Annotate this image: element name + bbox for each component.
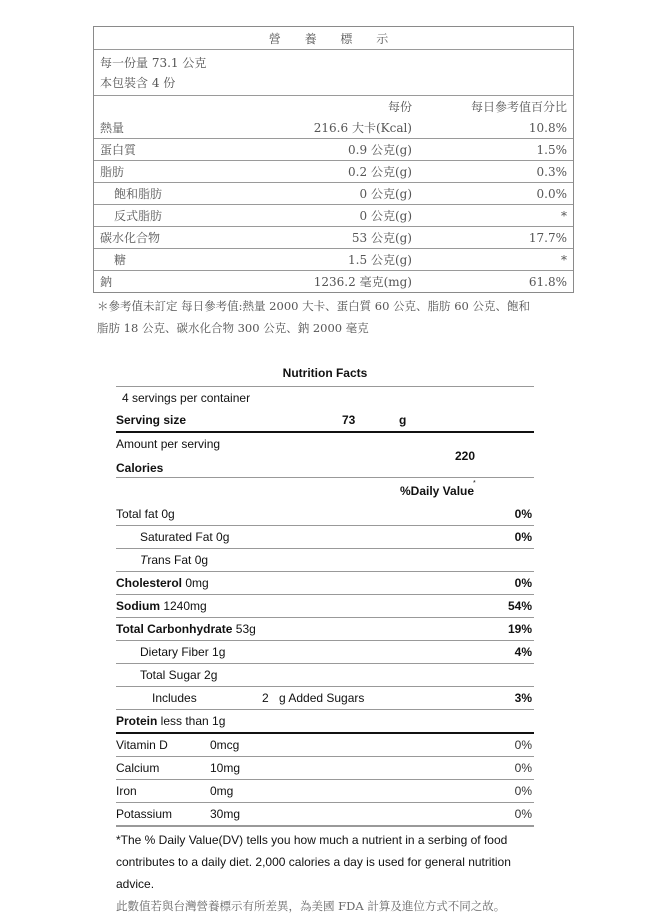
vitamin-amount: 30mg <box>210 807 241 821</box>
dv-star: * <box>473 480 476 487</box>
vitamin-amount: 10mg <box>210 761 241 775</box>
vitamin-dv: 0% <box>514 807 532 821</box>
vitamin-label: Calcium <box>116 761 160 775</box>
tw-footnote-line: ＊參考值未訂定 每日參考值:熱量 2000 大卡、蛋白質 60 公克、脂肪 60 公克、飽和 <box>97 299 530 313</box>
tw-row <box>94 248 573 270</box>
tw-row <box>94 226 573 248</box>
vitamin-dv: 0% <box>514 738 532 752</box>
tw-dv: 0.0% <box>536 186 567 201</box>
nutrient-amount: 1240mg <box>160 599 207 613</box>
us-vitamin-row <box>116 802 534 825</box>
us-row <box>116 663 534 686</box>
us-row <box>116 617 534 640</box>
vitamin-amount: 0mcg <box>210 738 240 752</box>
us-calories-row <box>116 431 534 477</box>
tw-row <box>94 182 573 204</box>
us-row <box>116 503 534 525</box>
nutrient-amount: 53g <box>232 622 256 636</box>
tw-dv: 1.5% <box>536 142 567 157</box>
vitamin-dv: 0% <box>514 761 532 775</box>
tw-amount: 0.9 公克(g) <box>348 143 412 157</box>
tw-header-per: 每份 <box>387 100 412 114</box>
vitamin-amount: 0mg <box>210 784 234 798</box>
tw-nutrition-table <box>93 26 574 293</box>
nutrient-amount: 0mg <box>182 576 209 590</box>
nutrient-label: Sodium <box>116 599 160 613</box>
tw-nutrient: 蛋白質 <box>100 143 137 157</box>
nutrient-amount: less than 1g <box>157 714 226 728</box>
us-vitamin-row <box>116 756 534 779</box>
tw-row <box>94 204 573 226</box>
tw-nutrient: 碳水化合物 <box>100 231 161 245</box>
vitamin-label: Potassium <box>116 807 173 821</box>
nutrient-dv: 0% <box>514 576 532 590</box>
tw-nutrient: 反式脂肪 <box>114 209 163 223</box>
nutrient-label: Protein <box>116 714 158 728</box>
nutrient-label: Total fat 0g <box>116 507 175 521</box>
us-vitamin-row <box>116 779 534 802</box>
added-sugar-unit: g Added Sugars <box>279 691 365 705</box>
tw-dv: 0.3% <box>536 164 567 179</box>
vitamin-dv: 0% <box>514 784 532 798</box>
nutrient-label: Saturated Fat 0g <box>140 530 230 544</box>
us-servings: 4 servings per container <box>116 386 534 409</box>
tw-title: 營 養 標 示 <box>268 31 399 46</box>
nutrient-dv: 54% <box>507 599 532 613</box>
us-footnote-line: contributes to a daily diet. 2,000 calories a day is used for general nutrition <box>116 855 511 869</box>
tw-amount: 53 公克(g) <box>351 231 412 245</box>
tw-dv: 61.8% <box>528 274 567 289</box>
tw-amount: 0 公克(g) <box>359 209 412 223</box>
us-footnote-line: advice. <box>116 877 155 891</box>
us-title: Nutrition Facts <box>282 366 368 380</box>
tw-dv: 17.7% <box>528 230 567 245</box>
tw-dv: 10.8% <box>528 120 567 135</box>
tw-amount: 0 公克(g) <box>359 187 412 201</box>
amount-per-serving: Amount per serving <box>116 437 221 451</box>
tw-header-dv: 每日參考值百分比 <box>470 100 567 114</box>
us-row <box>116 686 534 709</box>
nutrient-dv: 19% <box>507 622 532 636</box>
nutrient-label: Total Sugar 2g <box>140 668 218 682</box>
trans-text: rans Fat 0g <box>147 553 209 567</box>
tw-header-row <box>94 95 573 117</box>
tw-amount: 1.5 公克(g) <box>348 253 412 267</box>
nutrient-dv: 0% <box>514 507 532 521</box>
nutrient-label: Dietary Fiber 1g <box>140 645 226 659</box>
us-nutrition-facts <box>116 362 534 917</box>
us-serving-size-row <box>116 409 534 431</box>
tw-row <box>94 270 573 292</box>
vitamin-label: Vitamin D <box>116 738 168 752</box>
tw-nutrient: 鈉 <box>100 275 113 289</box>
tw-row <box>94 117 573 138</box>
nutrient-label: Includes <box>152 691 197 705</box>
tw-dv: * <box>561 252 567 267</box>
tw-serving-size: 每一份量 73.1 公克 <box>100 56 207 70</box>
added-sugar-value: 2 <box>262 691 269 705</box>
tw-servings-per-pack: 本包裝含 4 份 <box>100 76 176 90</box>
tw-amount: 1236.2 毫克(mg) <box>313 275 412 289</box>
calories-value: 220 <box>455 449 476 463</box>
nutrient-label <box>116 553 208 567</box>
us-footnote-line: *The % Daily Value(DV) tells you how much a nutrient in a serbing of food <box>116 833 508 847</box>
tw-serving-block <box>94 49 573 95</box>
us-row <box>116 709 534 732</box>
tw-nutrient: 熱量 <box>100 121 125 135</box>
nutrient-label: Cholesterol <box>116 576 183 590</box>
tw-nutrient: 糖 <box>114 253 127 267</box>
nutrient-dv: 0% <box>514 530 532 544</box>
trans-italic: T <box>140 553 148 567</box>
nutrient-label: Total Carbonhydrate <box>116 622 233 636</box>
tw-nutrient: 脂肪 <box>100 165 125 179</box>
fda-difference-note: 此數值若與台灣營養標示有所差異，為美國 FDA 計算及進位方式不同之故。 <box>116 899 506 913</box>
us-row <box>116 640 534 663</box>
nutrient-dv: 3% <box>514 691 532 705</box>
tw-dv: * <box>561 208 567 223</box>
serving-size-value: 73 <box>342 413 356 427</box>
tw-nutrient: 飽和脂肪 <box>114 187 163 201</box>
serving-size-label: Serving size <box>116 413 187 427</box>
us-row <box>116 571 534 594</box>
tw-footnote-line: 脂肪 18 公克、碳水化合物 300 公克、鈉 2000 毫克 <box>97 321 369 335</box>
nutrient-dv: 4% <box>514 645 532 659</box>
us-vitamin-row <box>116 732 534 756</box>
us-row <box>116 525 534 548</box>
us-row <box>116 548 534 571</box>
serving-size-unit: g <box>399 413 407 427</box>
us-row <box>116 594 534 617</box>
vitamin-label: Iron <box>116 784 137 798</box>
tw-row <box>94 160 573 182</box>
calories-label: Calories <box>116 461 164 475</box>
tw-amount: 216.6 大卡(Kcal) <box>313 121 412 135</box>
tw-row <box>94 138 573 160</box>
dv-header: %Daily Value <box>400 483 475 498</box>
tw-footnote <box>97 295 567 339</box>
tw-amount: 0.2 公克(g) <box>348 165 412 179</box>
